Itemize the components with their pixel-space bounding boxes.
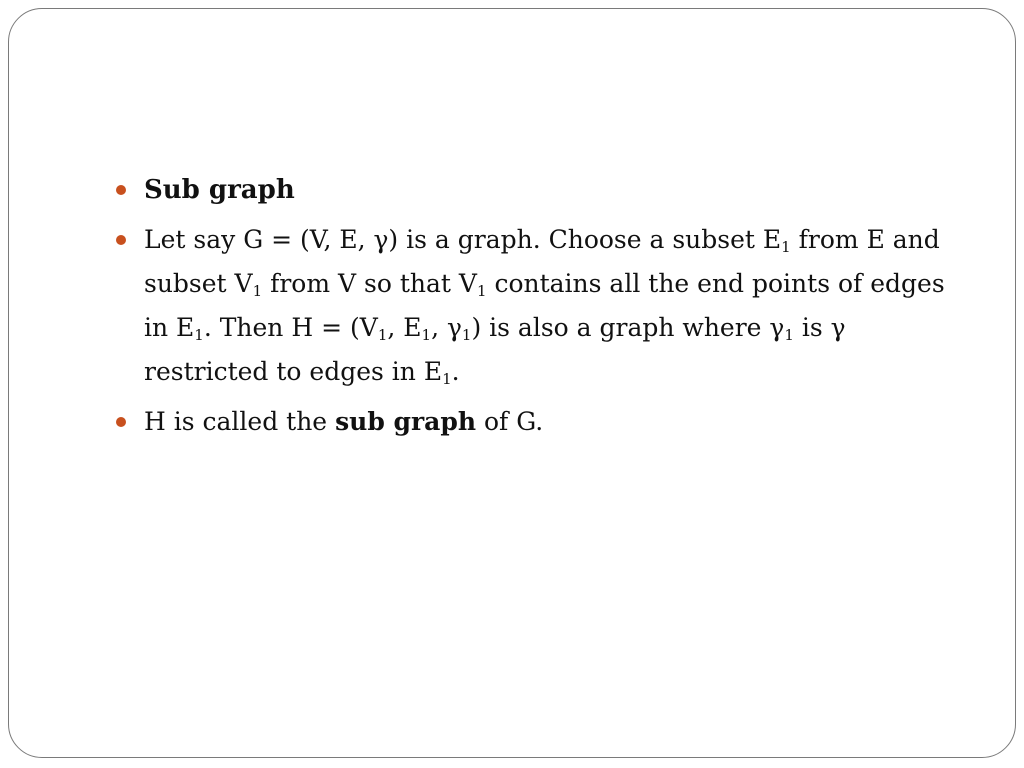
bullet-dot-icon — [116, 417, 126, 427]
bullet-item-sub-graph-heading — [116, 168, 956, 212]
bullet-item-definition — [116, 218, 956, 394]
conclusion-text-pre: H is called the — [144, 407, 336, 436]
bullet-dot-icon — [116, 185, 126, 195]
bullet-dot-icon — [116, 235, 126, 245]
conclusion-text-bold: sub graph — [335, 407, 477, 436]
heading-sub-graph: Sub graph — [144, 175, 295, 205]
bullet-item-conclusion — [116, 400, 956, 444]
definition-text: Let say G = (V, E, γ) is a graph. Choose a subset $E_1$ from E and subset $V_1$ from V so that $V_1$ contains all the end points of edges in $E_1$. Then $H = (V_1$, $E_1$, $\gamma_1$) is also a graph where $\gamma_1$ is γ restricted to edges in $E_1$. — [144, 225, 945, 388]
conclusion-text-post: of G. — [476, 407, 544, 436]
bullet-list — [116, 168, 956, 450]
